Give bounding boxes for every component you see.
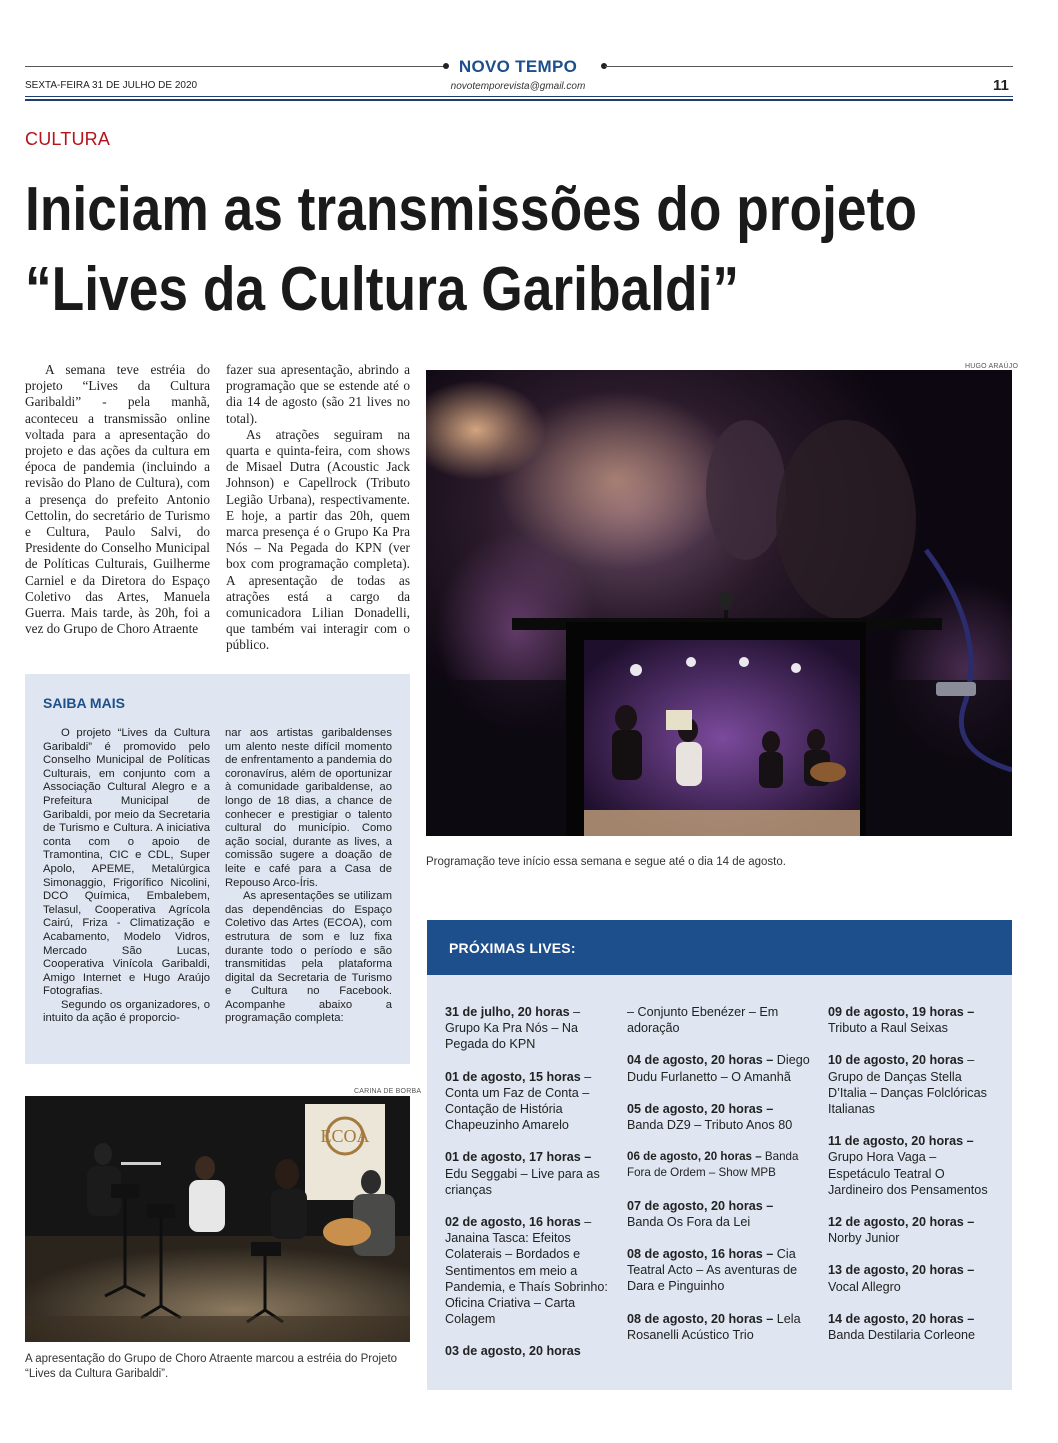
schedule-desc: – Conta um Faz de Conta – Contação de História Chapeuzinho Amarelo (445, 1069, 592, 1133)
photo-credit: HUGO ARAÚJO (965, 363, 1019, 370)
schedule-item (627, 1311, 812, 1343)
schedule-item (828, 1133, 1000, 1198)
photo-caption: Programação teve início essa semana e segue até o dia 14 de agosto. (426, 856, 786, 868)
saiba-mais-paragraph: As apresentações se utilizam das dependências do Espaço Coletivo das Artes (ECOA), com estrutura de som e luz fixa durante todo o período e são transmitidas pela plataforma digital da Secretaria de Turismo e Cultura no Facebook. Acompanhe abaixo a programação completa: (225, 890, 392, 1025)
page-number: 11 (993, 77, 1009, 94)
schedule-item (627, 1101, 812, 1133)
saiba-mais-column-1 (43, 727, 210, 1026)
schedule-item (828, 1311, 1000, 1343)
header-rule-right (605, 66, 1013, 67)
schedule-item (627, 1052, 812, 1084)
schedule-desc: Lela Rosanelli Acústico Trio (627, 1311, 801, 1342)
schedule-item (828, 1052, 1000, 1117)
schedule-desc: Diego Dudu Furlanetto – O Amanhã (627, 1053, 810, 1084)
schedule-date: 13 de agosto, 20 horas – (828, 1263, 975, 1278)
schedule-item (445, 1004, 615, 1053)
schedule-item (828, 1262, 1000, 1294)
section-label: CULTURA (25, 129, 111, 149)
article-column-2 (226, 362, 410, 654)
headline-line-1: Iniciam as transmissões do projeto (25, 175, 917, 244)
schedule-item (828, 1004, 1000, 1036)
schedule-desc: – Grupo Ka Pra Nós – Na Pegada do KPN (445, 1005, 581, 1052)
photo-credit: CARINA DE BORBA (354, 1088, 422, 1095)
schedule-desc: Banda Os Fora da Lei (627, 1214, 751, 1229)
schedule-date: 31 de julho, 20 horas (445, 1005, 570, 1019)
article-paragraph: fazer sua apresentação, abrindo a programação que se estende até o dia 14 de agosto (são 21 lives no total). (226, 362, 410, 426)
schedule-desc: Banda Fora de Ordem – Show MPB (627, 1150, 799, 1180)
schedule-date: 09 de agosto, 19 horas – (828, 1005, 975, 1019)
schedule-date: 06 de agosto, 20 horas – (627, 1150, 762, 1164)
saiba-mais-paragraph: Segundo os organizadores, o intuito da ação é proporcio- (43, 998, 210, 1025)
schedule-item (828, 1214, 1000, 1246)
header-rule-2 (25, 99, 1013, 101)
schedule-date: 05 de agosto, 20 horas – (627, 1101, 774, 1116)
choro-group-illustration (25, 1096, 410, 1342)
schedule-desc: Vocal Allegro (828, 1279, 901, 1294)
schedule-date: 14 de agosto, 20 horas – (828, 1311, 975, 1326)
schedule-date: 01 de agosto, 15 horas (445, 1069, 581, 1084)
schedule-date: 10 de agosto, 20 horas (828, 1053, 964, 1068)
saiba-mais-paragraph: O projeto “Lives da Cultura Garibaldi” é promovido pelo Conselho Municipal de Políticas Culturais, em conjunto com a Associação Cultural Alegro e a Prefeitura Municipal de Garibaldi, por meio da Secretaria de Turismo e Cultura. A iniciativa conta com o apoio de Tramontina, CIC e CDL, Super Apolo, APEME, Metalúrgica Simonaggio, Frigorífico Nicolini, DCO Química, Embalebem, Telasul, Cooperativa Agrícola Cairú, Friza - Climatização e Acabamento, Modelo Vidros, Mercado São Lucas, Cooperativa Vinícola Garibaldi, Amigo Internet e Hugo Araújo Fotografias. (43, 727, 210, 998)
schedule-column-1 (445, 1004, 615, 1376)
schedule-date: 08 de agosto, 20 horas – (627, 1311, 774, 1326)
schedule-desc: Tributo a Raul Seixas (828, 1021, 948, 1036)
headline-line-2: “Lives da Cultura Garibaldi” (25, 255, 740, 324)
schedule-item (627, 1004, 812, 1036)
issue-date: SEXTA-FEIRA 31 DE JULHO DE 2020 (25, 80, 198, 91)
schedule-item (445, 1069, 615, 1134)
schedule-desc: – Conjunto Ebenézer – Em adoração (627, 1005, 779, 1036)
article-paragraph: A semana teve estréia do projeto “Lives da Cultura Garibaldi” - pela manhã, aconteceu a transmissão online voltada para a apresentação do projeto e das ações da cultura em época de pandemia (incluindo a revisão do Plano de Cultura), com a presença do prefeito Antonio Cettolin, do secretário de Turismo e Cultura, Paulo Salvi, do Presidente do Conselho Municipal de Políticas Culturais, Guilherme Carniel e da Diretora do Espaço Coletivo das Artes, Manuela Guerra. Mais tarde, às 20h, foi a vez do Grupo de Choro Atraente (25, 362, 210, 637)
schedule-item (627, 1149, 812, 1181)
concert-photo (426, 370, 1012, 836)
headline (25, 170, 917, 330)
schedule-item (445, 1343, 615, 1359)
schedule-date: 08 de agosto, 16 horas – (627, 1247, 774, 1262)
header-rule-left (25, 66, 445, 67)
schedule-date: 12 de agosto, 20 horas – (828, 1215, 975, 1230)
schedule-date: 11 de agosto, 20 horas – (828, 1134, 974, 1149)
schedule-desc: Cia Teatral Acto – As aventuras de Dara e Pinguinho (627, 1247, 798, 1294)
schedule-desc: – Grupo de Danças Stella D’Italia – Danças Folclóricas Italianas (828, 1053, 987, 1117)
article-column-1 (25, 362, 210, 637)
schedule-desc: Edu Seggabi – Live para as crianças (445, 1166, 600, 1197)
schedule-date: 01 de agosto, 17 horas – (445, 1150, 592, 1165)
schedule-date: 07 de agosto, 20 horas – (627, 1198, 774, 1213)
header-rule-1 (25, 96, 1013, 97)
photo-caption: A apresentação do Grupo de Choro Atraente marcou a estréia do Projeto “Lives da Cultura Garibaldi”. (25, 1353, 398, 1380)
schedule-desc: Norby Junior (828, 1231, 900, 1246)
schedule-desc: – Janaina Tasca: Efeitos Colaterais – Bordados e Sentimentos em meio a Pandemia, e Thaís Sobrinho: Oficina Criativa – Carta Colagem (445, 1215, 608, 1327)
schedule-date: 04 de agosto, 20 horas – (627, 1053, 774, 1068)
schedule-item (445, 1149, 615, 1198)
schedule-column-2 (627, 1004, 812, 1359)
saiba-mais-column-2 (225, 727, 392, 1026)
schedule-date: 02 de agosto, 16 horas (445, 1215, 581, 1230)
schedule-desc: Banda Destilaria Corleone (828, 1328, 976, 1343)
concert-photo-illustration (426, 370, 1012, 836)
choro-group-photo (25, 1096, 410, 1342)
ecoa-banner-text: ECOA (320, 1126, 370, 1146)
article-paragraph: As atrações seguiram na quarta e quinta-feira, com shows de Misael Dutra (Acoustic Jack Johnson) e Capellrock (Tributo Legião Urbana), respectivamente. E hoje, a partir das 20h, quem marca presença é o Grupo Ka Pra Nós – Na Pegada do KPN (ver box com programação completa). A apresentação de todas as atrações está a cargo da comunicadora Lilian Donadelli, que também vai interagir com o público. (226, 426, 410, 653)
schedule-desc: Grupo Hora Vaga – Espetáculo Teatral O Jardineiro dos Pensamentos (828, 1150, 988, 1197)
schedule-item (627, 1198, 812, 1230)
schedule-desc: Banda DZ9 – Tributo Anos 80 (627, 1118, 793, 1133)
schedule-date: 03 de agosto, 20 horas (445, 1344, 581, 1359)
saiba-mais-paragraph: nar aos artistas garibaldenses um alento neste difícil momento de enfrentamento a pandemia do coronavírus, além de oportunizar à comunidade garibaldense, ao longo de 18 dias, a chance de conhecer e prestigiar o talento cultural do município. Como ação social, durante as lives, a comissão sugere a doação de leite e café para a Casa de Repouso Arco-Íris. (225, 727, 392, 889)
proximas-lives-title: PRÓXIMAS LIVES: (449, 940, 576, 956)
newspaper-name: NOVO TEMPO (458, 57, 578, 76)
saiba-mais-title: SAIBA MAIS (43, 695, 125, 711)
contact-email[interactable]: novotemporevista@gmail.com (450, 81, 586, 92)
schedule-item (627, 1246, 812, 1295)
schedule-item (445, 1214, 615, 1327)
schedule-column-3 (828, 1004, 1000, 1359)
saiba-mais-box (25, 674, 410, 1064)
